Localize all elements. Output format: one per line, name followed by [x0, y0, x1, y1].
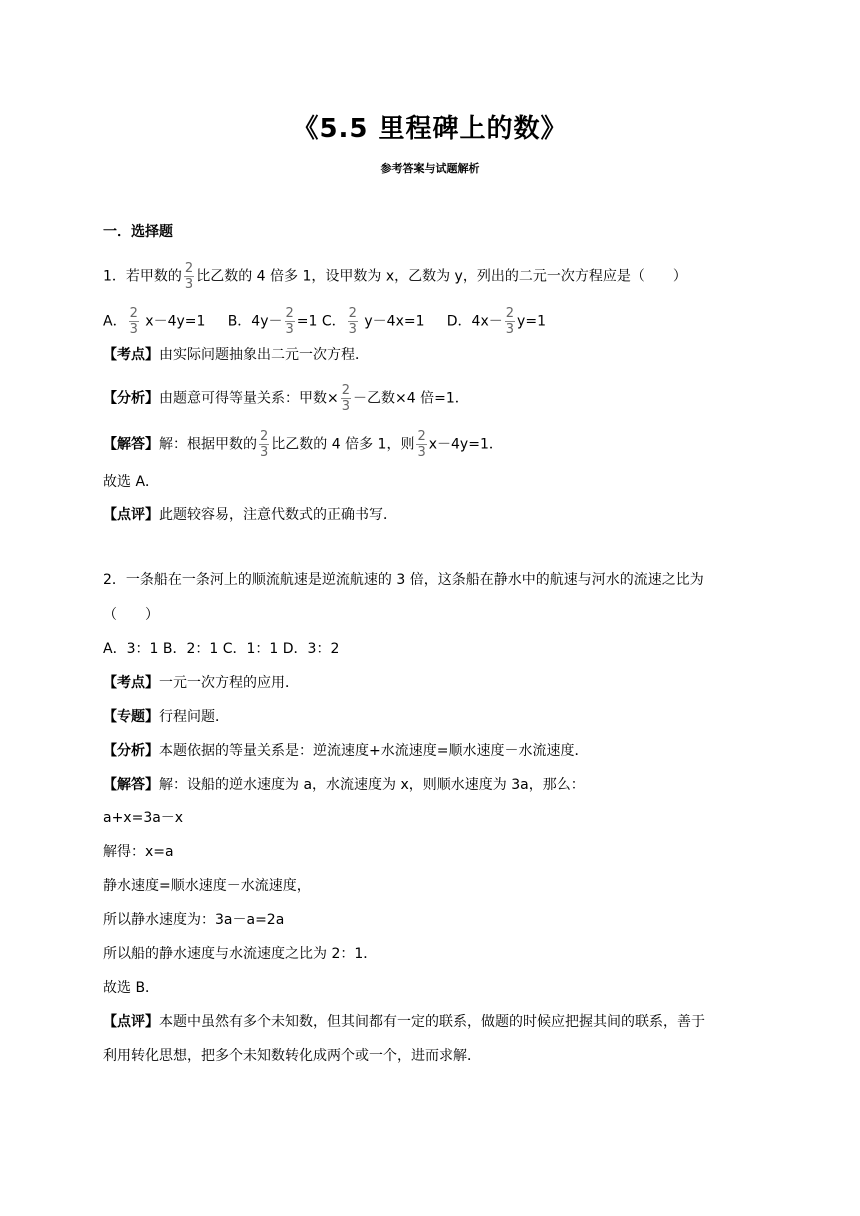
- q1-fenxi: 【分析】由题意可得等量关系：甲数× $\frac{2}{3}$ －乙数×4 倍=1．: [103, 383, 469, 414]
- fraction: $\frac{2}{3}$: [341, 383, 351, 414]
- fraction: $\frac{2}{3}$: [505, 306, 515, 337]
- q1-dianping: 【点评】此题较容易，注意代数式的正确书写．: [103, 507, 397, 523]
- fraction: $\frac{2}{3}$: [417, 429, 426, 460]
- q2-stem-line1: 2．一条船在一条河上的顺流航速是逆流航速的 3 倍，这条船在静水中的航速与河水的流速之比为: [103, 572, 704, 588]
- section-heading: 一．选择题: [103, 224, 173, 240]
- fraction: $\frac{2}{3}$: [285, 306, 294, 337]
- q2-equation-4: 所以静水速度为：3a－a=2a: [103, 912, 285, 928]
- page-title: 《5.5 里程碑上的数》: [292, 114, 568, 144]
- q2-jieda: 【解答】解：设船的逆水速度为 a，水流速度为 x，则顺水速度为 3a，那么：: [103, 777, 585, 793]
- q1-kaodian: 【考点】由实际问题抽象出二元一次方程．: [103, 347, 369, 363]
- fraction: $\frac{2}{3}$: [260, 429, 269, 460]
- q2-equation-5: 所以船的静水速度与水流速度之比为 2：1．: [103, 946, 378, 962]
- page-subtitle: 参考答案与试题解析: [380, 162, 480, 175]
- q2-equation-3: 静水速度=顺水速度－水流速度，: [103, 878, 311, 894]
- q1-choice: 故选 A．: [103, 474, 160, 490]
- q2-zhuanti: 【专题】行程问题．: [103, 709, 229, 725]
- fraction: $\frac{2}{3}$: [129, 306, 138, 337]
- q2-stem-line2: （ ）: [103, 607, 159, 623]
- q2-kaodian: 【考点】一元一次方程的应用．: [103, 675, 299, 691]
- fraction: $\frac{2}{3}$: [348, 306, 357, 337]
- q2-equation-2: 解得：x=a: [103, 844, 174, 860]
- q2-fenxi: 【分析】本题依据的等量关系是：逆流速度+水流速度=顺水速度－水流速度．: [103, 743, 589, 759]
- q2-dianping-line1: 【点评】本题中虽然有多个未知数，但其间都有一定的联系，做题的时候应把握其间的联系，善于: [103, 1014, 705, 1030]
- q2-choice: 故选 B．: [103, 980, 160, 996]
- q2-equation-1: a+x=3a－x: [103, 810, 184, 826]
- q1-options: A． $\frac{2}{3}$ x－4y=1 B．4y－ $\frac{2}{3}$ =1 C． $\frac{2}{3}$ y－4x=1 D．4x－ $\frac{2}{3}$ y=1: [103, 306, 546, 337]
- fraction: $\frac{2}{3}$: [184, 261, 194, 292]
- q1-jieda: 【解答】解：根据甲数的 $\frac{2}{3}$ 比乙数的 4 倍多 1，则 $\frac{2}{3}$ x－4y=1．: [103, 429, 503, 460]
- q1-stem: 1．若甲数的 $\frac{2}{3}$ 比乙数的 4 倍多 1，设甲数为 x，乙数为 y，列出的二元一次方程应是（ ）: [103, 261, 687, 292]
- q2-options: A．3：1 B．2：1 C．1：1 D．3：2: [103, 641, 340, 657]
- q2-dianping-line2: 利用转化思想，把多个未知数转化成两个或一个，进而求解．: [103, 1048, 481, 1064]
